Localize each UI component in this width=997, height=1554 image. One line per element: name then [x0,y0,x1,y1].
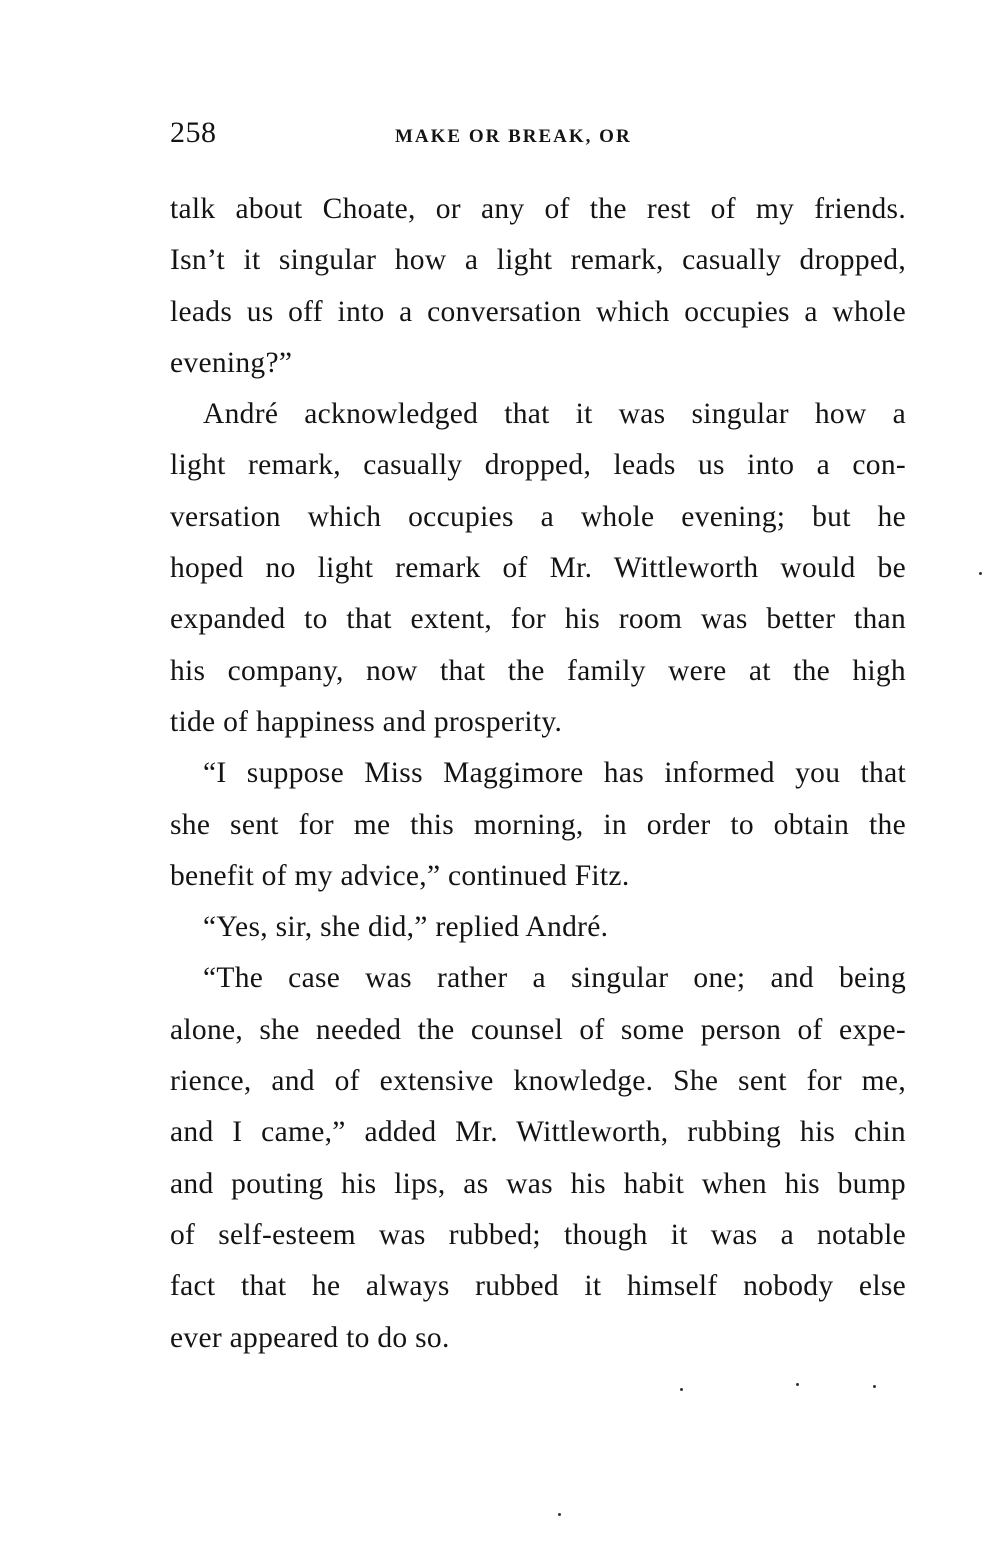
speck-mark [796,1383,799,1386]
text-line: ever appeared to do so. [170,1321,450,1354]
page-number: 258 [170,116,217,149]
text-line: alone, she needed the counsel of some person of expe- [170,1013,906,1046]
text-line: expanded to that extent, for his room was better than [170,603,906,636]
paragraph-start-line: “Yes, sir, she did,” replied André. [203,911,609,944]
text-line: talk about Choate, or any of the rest of my friends. [170,193,906,225]
text-line: evening?” [170,346,293,379]
speck-mark [873,1385,876,1388]
text-line: versation which occupies a whole evening; but he [170,500,906,533]
paragraph-start-line: “The case was rather a singular one; and being [203,962,906,995]
text-line: of self-esteem was rubbed; though it was a notable [170,1218,906,1251]
text-line: she sent for me this morning, in order to obtain the [170,808,906,841]
text-line: rience, and of extensive knowledge. She sent for me, [170,1065,906,1098]
paragraph-start-line: André acknowledged that it was singular how a [203,398,906,431]
paragraph-start-line: “I suppose Miss Maggimore has informed you that [203,757,906,790]
page-header [170,116,910,156]
speck-mark [979,572,982,575]
speck-mark [558,1513,561,1516]
running-title: MAKE OR BREAK, OR [395,126,632,147]
speck-mark [680,1388,683,1391]
text-line: and I came,” added Mr. Wittleworth, rubbing his chin [170,1116,906,1149]
text-line: light remark, casually dropped, leads us into a con- [170,449,906,482]
text-line: Isn’t it singular how a light remark, casually dropped, [170,244,906,277]
text-line: and pouting his lips, as was his habit when his bump [170,1167,906,1200]
body-text [170,184,906,1364]
text-line: tide of happiness and prosperity. [170,705,563,738]
text-line: leads us off into a conversation which occupies a whole [170,295,906,328]
text-line: his company, now that the family were at the high [170,654,906,687]
text-line: fact that he always rubbed it himself nobody else [170,1270,906,1303]
text-line: hoped no light remark of Mr. Wittleworth would be [170,552,906,585]
text-line: benefit of my advice,” continued Fitz. [170,859,630,892]
